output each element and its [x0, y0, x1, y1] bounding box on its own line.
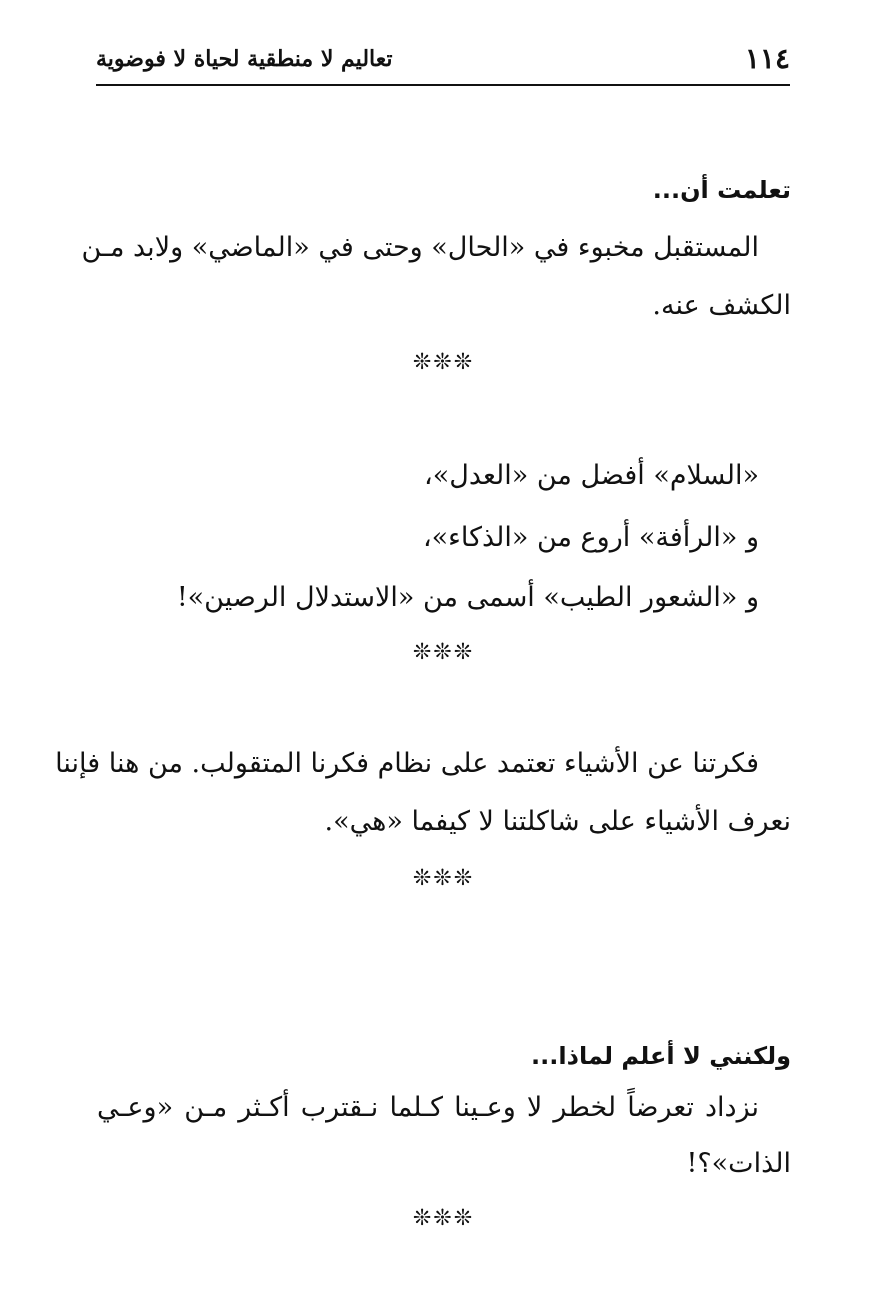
page-number: ١١٤	[744, 42, 790, 75]
section-separator: ❊❊❊	[412, 640, 475, 665]
paragraph-line: نعرف الأشياء على شاكلتنا لا كيفما «هي».	[324, 806, 791, 837]
running-title: تعاليم لا منطقية لحياة لا فوضوية	[96, 46, 393, 72]
section-separator: ❊❊❊	[412, 1206, 475, 1231]
paragraph-line: المستقبل مخبوء في «الحال» وحتى في «الماضي» ولابد مـن	[81, 232, 759, 263]
paragraph-line: و «الشعور الطيب» أسمى من «الاستدلال الرصين»!	[176, 582, 759, 613]
paragraph-line: و «الرأفة» أروع من «الذكاء»،	[422, 522, 759, 553]
paragraph-line: الذات»؟!	[686, 1148, 791, 1179]
paragraph-line: «السلام» أفضل من «العدل»،	[423, 460, 759, 491]
section-heading-dont-know: ولكنني لا أعلم لماذا...	[531, 1042, 791, 1070]
section-heading-learned: تعلمت أن...	[652, 176, 791, 204]
section-separator: ❊❊❊	[412, 350, 475, 375]
paragraph-line: الكشف عنه.	[652, 290, 791, 321]
paragraph-line: فكرتنا عن الأشياء تعتمد على نظام فكرنا المتقولب. من هنا فإننا	[55, 748, 759, 779]
paragraph-line: نزداد تعرضاً لخطر لا وعـينا كـلما نـقترب أكـثر مـن «وعـي	[97, 1092, 759, 1123]
page-header	[96, 40, 790, 86]
section-separator: ❊❊❊	[412, 866, 475, 891]
